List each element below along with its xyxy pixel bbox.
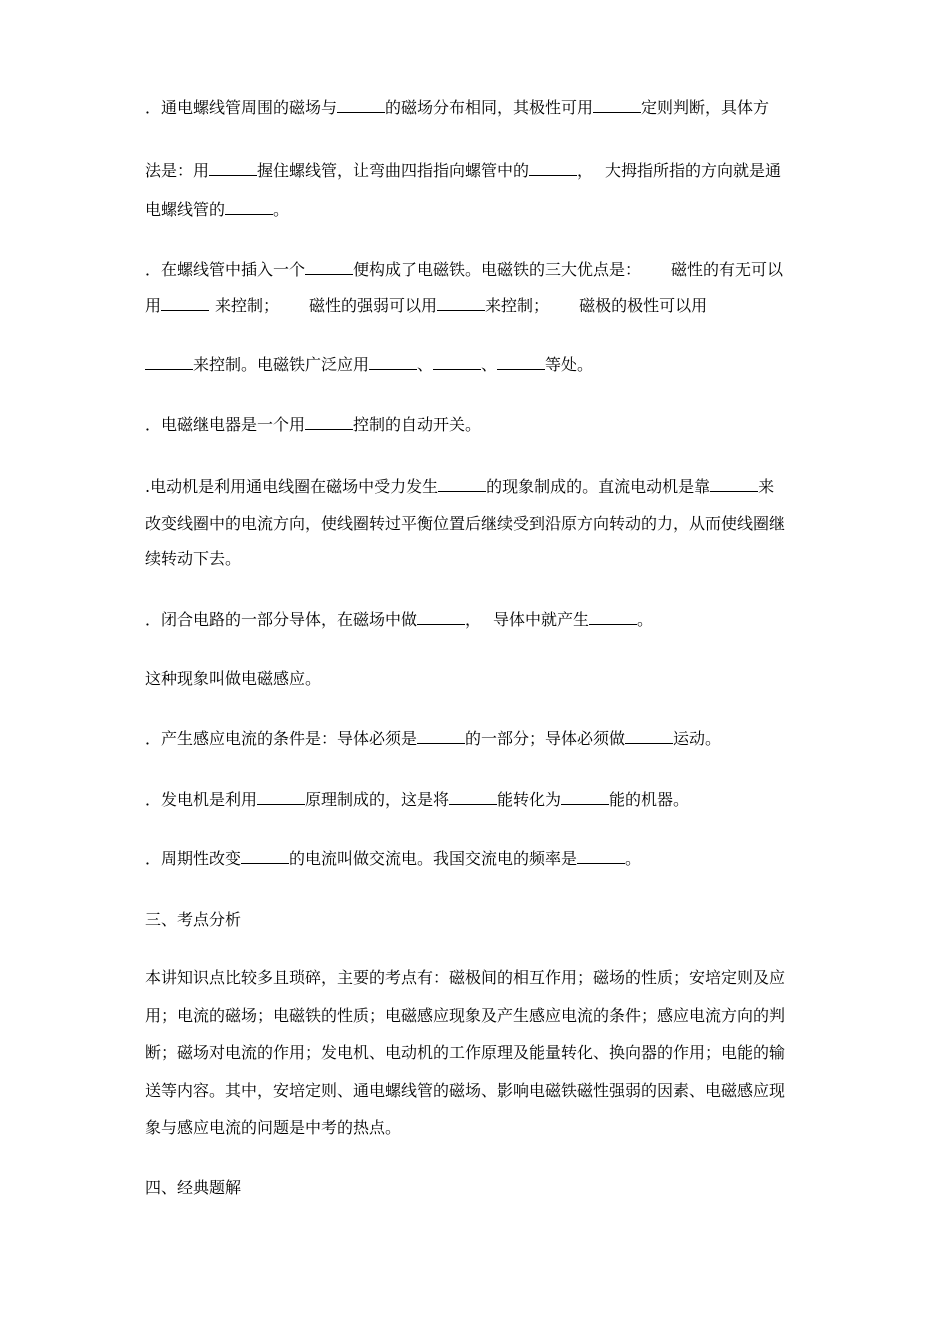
q2-text: 磁性的强弱可以用	[309, 296, 438, 315]
q8-line	[145, 849, 641, 869]
q4-text: 的现象制成的。直流电动机是靠	[486, 477, 711, 496]
q5-text: 导体中就产生	[493, 610, 590, 629]
q1-text: 定则判断，具体方	[641, 98, 770, 117]
q2-line-2	[145, 296, 707, 316]
q3-line	[145, 415, 481, 435]
q1-line-3	[145, 200, 289, 220]
answer-blank	[433, 355, 481, 370]
q6-text: 的一部分；导体必须做	[465, 729, 626, 748]
q4-text: .电动机是利用通电线圈在磁场中受力发生	[145, 477, 439, 496]
section-heading: 四、经典题解	[145, 1178, 242, 1197]
q5-text: ．闭合电路的一部分导体，在磁场中做	[145, 610, 418, 629]
answer-blank	[369, 355, 417, 370]
q2-text: 来控制；	[215, 296, 280, 315]
q2-text: 便构成了电磁铁。电磁铁的三大优点是：	[353, 260, 642, 279]
paragraph-line: 象与感应电流的问题是中考的热点。	[145, 1118, 402, 1137]
paragraph-line: 用；电流的磁场；电磁铁的性质；电磁感应现象及产生感应电流的条件；感应电流方向的判	[145, 1006, 786, 1025]
q4-text: 来	[758, 477, 775, 496]
q4-text: 续转动下去。	[145, 549, 242, 568]
answer-blank	[529, 161, 577, 176]
paragraph-line: 送等内容。其中，安培定则、通电螺线管的磁场、影响电磁铁磁性强弱的因素、电磁感应现	[145, 1081, 786, 1100]
q5-text: 这种现象叫做电磁感应。	[145, 669, 322, 688]
q4-text: 改变线圈中的电流方向，使线圈转过平衡位置后继续受到沿原方向转动的力，从而使线圈继	[145, 514, 786, 533]
q7-text: 能的机器。	[609, 790, 690, 809]
q2-text: 来控制。电磁铁广泛应用	[193, 355, 370, 374]
q1-line-2	[145, 161, 781, 181]
q1-text: 的磁场分布相同，其极性可用	[385, 98, 594, 117]
q1-text: 大拇指所指的方向就是通	[605, 161, 782, 180]
q6-text: 运动。	[673, 729, 722, 748]
answer-blank	[161, 296, 209, 311]
q2-text: 来控制；	[485, 296, 550, 315]
answer-blank	[593, 98, 641, 113]
paragraph-line: 本讲知识点比较多且琐碎，主要的考点有：磁极间的相互作用；磁场的性质；安培定则及应	[145, 968, 786, 987]
q1-text: 法是：用	[145, 161, 210, 180]
q8-text: 。	[625, 849, 642, 868]
q1-text: 。	[273, 200, 290, 219]
answer-blank	[561, 790, 609, 805]
answer-blank	[437, 296, 485, 311]
q1-text: ，	[577, 161, 594, 180]
q7-line	[145, 790, 689, 810]
q2-text: 、	[481, 355, 498, 374]
answer-blank	[145, 355, 193, 370]
q8-text: 的电流叫做交流电。我国交流电的频率是	[289, 849, 578, 868]
q5-text: 。	[637, 610, 654, 629]
answer-blank	[241, 849, 289, 864]
q7-text: 能转化为	[497, 790, 562, 809]
answer-blank	[497, 355, 545, 370]
q2-line-1	[145, 260, 783, 280]
answer-blank	[257, 790, 305, 805]
q3-text: 控制的自动开关。	[353, 415, 482, 434]
answer-blank	[438, 477, 486, 492]
q2-text: 磁性的有无可以	[671, 260, 784, 279]
q4-line-3	[145, 549, 241, 569]
q2-text: ．在螺线管中插入一个	[145, 260, 306, 279]
answer-blank	[449, 790, 497, 805]
answer-blank	[337, 98, 385, 113]
answer-blank	[589, 610, 637, 625]
answer-blank	[417, 610, 465, 625]
q2-line-3	[145, 355, 593, 375]
q7-text: 原理制成的，这是将	[305, 790, 450, 809]
q5-text: ，	[465, 610, 482, 629]
q5-line-2	[145, 669, 321, 689]
answer-blank	[225, 200, 273, 215]
q4-line-1	[145, 477, 774, 497]
q3-text: ．电磁继电器是一个用	[145, 415, 306, 434]
q1-line-1	[145, 98, 769, 118]
answer-blank	[305, 415, 353, 430]
q1-text: ．通电螺线管周围的磁场与	[145, 98, 338, 117]
answer-blank	[209, 161, 257, 176]
q2-text: 用	[145, 296, 162, 315]
paragraph-line: 断；磁场对电流的作用；发电机、电动机的工作原理及能量转化、换向器的作用；电能的输	[145, 1043, 786, 1062]
q2-text: 等处。	[545, 355, 594, 374]
q2-text: 、	[417, 355, 434, 374]
q8-text: ．周期性改变	[145, 849, 242, 868]
answer-blank	[577, 849, 625, 864]
q2-text: 磁极的极性可以用	[579, 296, 708, 315]
q7-text: ．发电机是利用	[145, 790, 258, 809]
q6-text: ．产生感应电流的条件是：导体必须是	[145, 729, 418, 748]
answer-blank	[305, 260, 353, 275]
q1-text: 握住螺线管，让弯曲四指指向螺管中的	[257, 161, 530, 180]
answer-blank	[417, 729, 465, 744]
q5-line-1	[145, 610, 653, 630]
q1-text: 电螺线管的	[145, 200, 226, 219]
q4-line-2	[145, 514, 785, 534]
q6-line	[145, 729, 721, 749]
answer-blank	[710, 477, 758, 492]
section-heading: 三、考点分析	[145, 910, 242, 929]
answer-blank	[625, 729, 673, 744]
